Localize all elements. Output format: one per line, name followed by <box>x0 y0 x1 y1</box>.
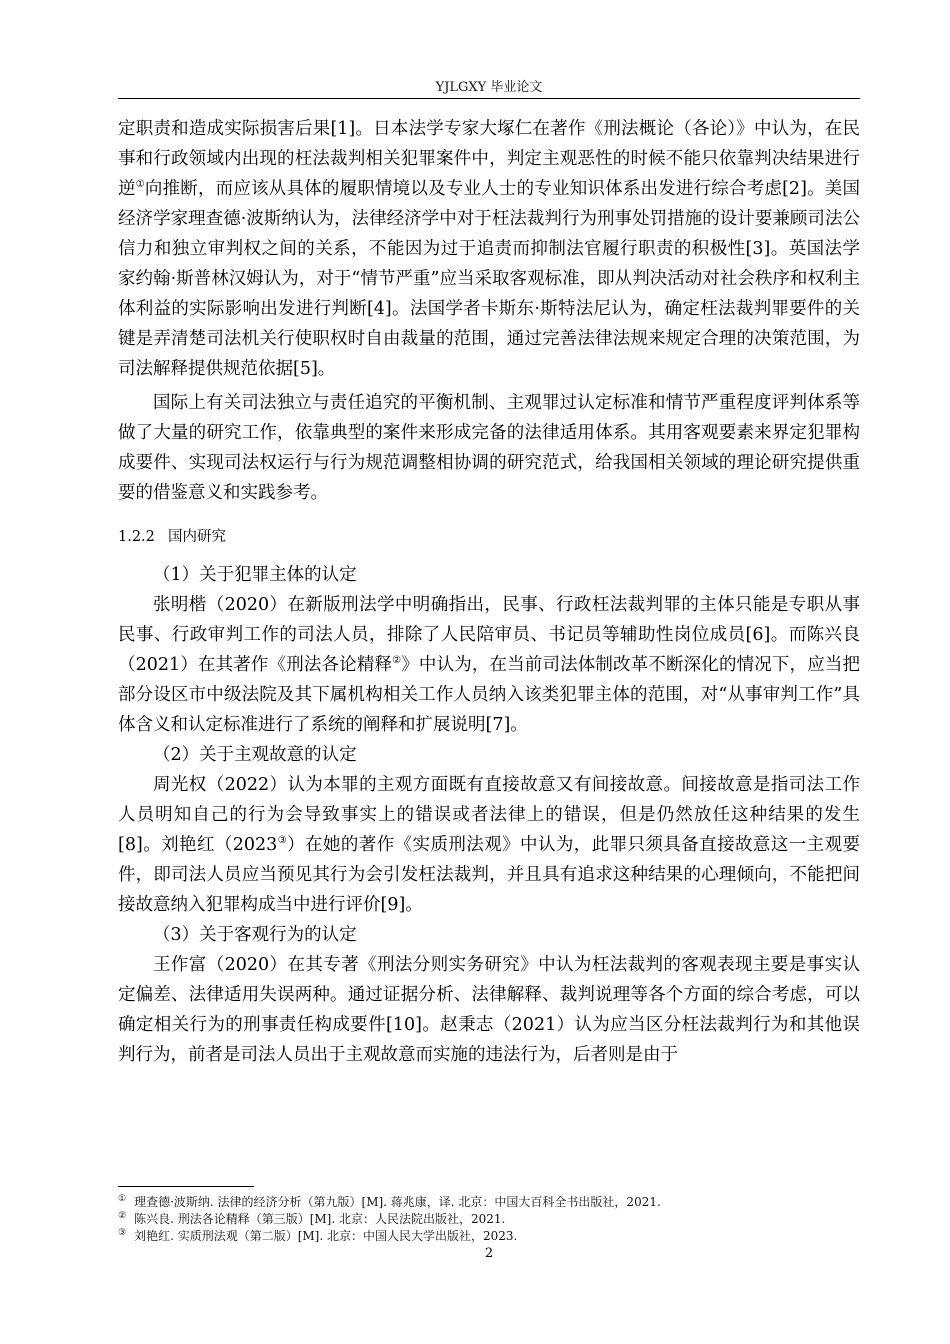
footnote-ref-1: ① <box>135 179 145 191</box>
footnote-mark: ② <box>118 1211 127 1221</box>
footnote-item <box>118 1211 860 1228</box>
subheading-2: （2）关于主观故意的认定 <box>153 745 357 765</box>
subheading-1: （1）关于犯罪主体的认定 <box>153 565 357 585</box>
header-rule <box>118 98 860 99</box>
section-number: 1.2.2 <box>118 529 155 545</box>
footnote-mark: ③ <box>118 1228 127 1238</box>
footnote-text: 理查德·波斯纳. 法律的经济分析（第九版）[M]. 蒋兆康，译. 北京：中国大百科全书出版社，2021. <box>134 1195 661 1209</box>
page-number: 2 <box>484 1246 494 1261</box>
footnote-ref-3: ③ <box>277 835 288 847</box>
paragraph-3-text-a: 张明楷（2020）在新版刑法学中明确指出，民事、行政枉法裁判罪的主体只能是专职从事民事、行政审判工作的司法人员，排除了人民陪审员、书记员等辅助性岗位成员[6]。而陈兴良（2021）在其著作《刑法各论精释 <box>118 595 860 675</box>
section-title: 国内研究 <box>168 529 226 545</box>
section-heading <box>118 524 860 550</box>
footnote-rule <box>118 1186 254 1187</box>
paragraph-1 <box>118 114 860 384</box>
paragraph-2: 国际上有关司法独立与责任追究的平衡机制、主观罪过认定标准和情节严重程度评判体系等做了大量的研究工作，依靠典型的案件来形成完备的法律适用体系。其用客观要素来界定犯罪构成要件、实现司法权运行与行为规范调整相协调的研究范式，给我国相关领域的理论研究提供重要的借鉴意义和实践参考。 <box>118 393 860 503</box>
footnote-text: 刘艳红. 实质刑法观（第二版）[M]. 北京：中国人民大学出版社，2023. <box>134 1229 518 1243</box>
paragraph-1-text-a: 定职责和造成实际损害后果[1]。日本法学专家大塚仁在著作《刑法概论（各论）》中认为，在民事和行政领域内出现的枉法裁判相关犯罪案件中，判定主观恶性的时候不能只依靠判决结果进行逆 <box>118 119 860 199</box>
footnote-text: 陈兴良. 刑法各论精释（第三版）[M]. 北京：人民法院出版社，2021. <box>134 1212 506 1226</box>
paragraph-1-text-b: 向推断，而应该从具体的履职情境以及专业人士的专业知识体系出发进行综合考虑[2]。美国经济学家理查德·波斯纳认为，法律经济学中对于枉法裁判行为刑事处罚措施的设计要兼顾司法公信力和独立审判权之间的关系，不能因为过于追责而抑制法官履行职责的积极性[3]。英国法学家约翰·斯普林汉姆认为，对于“情节严重”应当采取客观标准，即从判决活动对社会秩序和权利主体利益的实际影响出发进行判断[4]。法国学者卡斯东·斯特法尼认为，确定枉法裁判罪要件的关键是弄清楚司法机关行使职权时自由裁量的范围，通过完善法律法规来规定合理的决策范围，为司法解释提供规范依据[5]。 <box>118 179 860 379</box>
footnotes <box>118 1194 860 1245</box>
paragraph-4-text-b: ）在她的著作《实质刑法观》中认为，此罪只须具备直接故意这一主观要件，即司法人员应当预见其行为会引发枉法裁判，并且具有追求这种结果的心理倾向，不能把间接故意纳入犯罪构成当中进行评价[9]。 <box>118 835 861 915</box>
subheading-3: （3）关于客观行为的认定 <box>153 925 357 945</box>
footnote-item <box>118 1228 860 1245</box>
footnote-ref-2: ② <box>392 655 402 667</box>
paragraph-3 <box>118 590 860 740</box>
paragraph-5: 王作富（2020）在其专著《刑法分则实务研究》中认为枉法裁判的客观表现主要是事实认定偏差、法律适用失误两种。通过证据分析、法律解释、裁判说理等各个方面的综合考虑，可以确定相关行为的刑事责任构成要件[10]。赵秉志（2021）认为应当区分枉法裁判行为和其他误判行为，前者是司法人员出于主观故意而实施的违法行为，后者则是由于 <box>118 955 860 1065</box>
paragraph-3-text-b: 》中认为，在当前司法体制改革不断深化的情况下，应当把部分设区市中级法院及其下属机构相关工作人员纳入该类犯罪主体的范围，对“从事审判工作”具体含义和认定标准进行了系统的阐释和扩展说明[7]。 <box>118 655 861 735</box>
footnote-item <box>118 1194 860 1211</box>
paragraph-4 <box>118 770 860 920</box>
body-text <box>118 114 860 1070</box>
paragraph-4-text-a: 周光权（2022）认为本罪的主观方面既有直接故意又有间接故意。间接故意是指司法工作人员明知自己的行为会导致事实上的错误或者法律上的错误，但是仍然放任这种结果的发生[8]。刘艳红（2023 <box>118 775 860 855</box>
footnote-mark: ① <box>118 1194 127 1204</box>
running-header: YJLGXY 毕业论文 <box>435 80 543 95</box>
